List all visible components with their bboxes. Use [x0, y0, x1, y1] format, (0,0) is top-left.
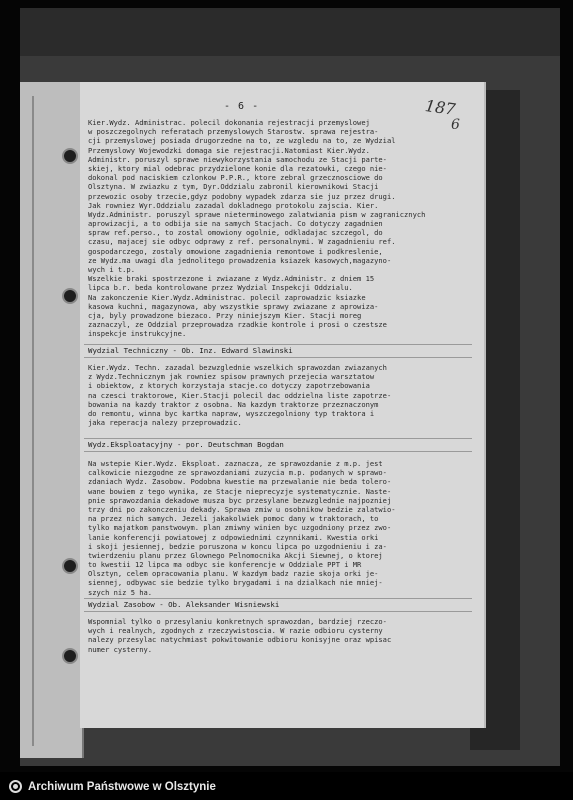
section-divider: [84, 357, 472, 358]
text-line: na czesci traktorowe, Kier.Stacji polecil dac oddzielna liste zapotrze-: [88, 390, 392, 400]
archive-folio-subnumber: 6: [451, 117, 460, 133]
text-line: ze Wydz.ma uwagi dla jednolitego prowadzenia ksiazek kasowych,magazyno-: [88, 255, 392, 265]
text-line: Wspomnial tylko o przesylaniu konkretnych sprawozdan, bardziej rzeczo-: [88, 617, 387, 626]
text-line: Olsztyn, celem opracowania planu. W kazdym badz razie skoja orki je-: [88, 569, 379, 579]
text-line: i obiektow, z ktorych korzystaja stacje.co dotyczy zapotrzebowania: [88, 381, 370, 391]
text-line: Kier.Wydz. Administrac. polecil dokonania rejestracji przemyslowej: [88, 118, 370, 127]
text-line: lanie konferencji powiatowej z odpowiednimi czynnikami. Kwestia orki: [88, 532, 379, 542]
binder-ring-hole: [62, 288, 78, 304]
intro-paragraph: [88, 118, 474, 339]
text-line: lipca b.r. beda kontrolowane przez Wydzial Inspekcji Oddzialu.: [88, 283, 353, 293]
resources-section-body: [88, 617, 474, 654]
binder-fold-line: [32, 96, 34, 746]
text-line: na przez nich samych. Jezeli jakakolwiek pomoc dany w traktorach, to: [88, 514, 379, 524]
binder-ring-hole: [62, 648, 78, 664]
text-line: tylko majatkom panstwowym. plan zmiwny winien byc uzgodniony przez zwo-: [88, 523, 392, 533]
text-line: nalezy przesylac natychmiast pokwitowanie odbioru konisyjne oraz wpisac: [88, 635, 392, 645]
technical-section-body: [88, 363, 474, 427]
text-line: Na wstepie Kier.Wydz. Eksploat. zaznacza, ze sprawozdanie z m.p. jest: [88, 459, 383, 468]
text-line: gospodarczego, zostaly omowione zagadnienia remontowe i podkreslenie,: [88, 246, 383, 256]
text-line: czasu, majacej sie odbyc odprawy z ref. personalnymi. W zagadnieniu ref.: [88, 237, 396, 247]
text-line: wych i realnych, zgodnych z rzeczywistoscia. W razie odbioru cysterny: [88, 626, 383, 636]
section-divider: [84, 451, 472, 452]
text-line: jaka reperacja nalezy przeprowadzic.: [88, 418, 242, 428]
text-line: kasowa kuchni, magazynowa, aby wszystkie sprawy zwiazane z aprowiza-: [88, 301, 379, 311]
text-line: calkowicie niezgodne ze sprawozdaniami zuzycia m.p. podanych w sprawo-: [88, 468, 387, 478]
archive-name-label: Archiwum Państwowe w Olsztynie: [28, 781, 216, 793]
archive-folio-number: 187: [423, 95, 457, 120]
resources-section-heading: Wydzial Zasobow - Ob. Aleksander Wisniewski: [88, 600, 280, 609]
text-line: wane bowiem z tego wynika, ze Stacje nieprecyzje systematycznie. Naste-: [88, 486, 392, 496]
archive-logo-icon: [9, 780, 22, 793]
exploitation-section-body: [88, 459, 474, 597]
text-line: Wszelkie braki spostrzezone i zwiazane z Wydz.Administr. z dniem 15: [88, 274, 375, 284]
text-line: z Wydz.Technicznym jak rowniez spisow prawnych przejecia warsztatow: [88, 372, 375, 382]
binder-ring-hole: [62, 148, 78, 164]
text-line: do remontu, winna byc kartka napraw, wyszczegolniony typ traktora i: [88, 408, 375, 418]
text-line: szych niz 5 ha.: [88, 587, 153, 597]
text-line: Jak rowniez Wyr.Oddzialu zazadal dokladnego protokolu zajscia. Kier.: [88, 200, 379, 210]
text-line: trzy dni po zakonczeniu dekady. Sprawa zmiw u osobnikow bedzie zalatwio-: [88, 504, 396, 514]
text-line: Administr. poruszyl sprawe niewykorzystania samochodu ze Stacji parte-: [88, 154, 387, 164]
text-line: przewozic osoby trzecie,gdyz podobny wypadek zdarza sie juz przez drugi.: [88, 191, 396, 201]
text-line: Wydz.Administr. poruszyl sprawe nieterminowego zalatwiania pism w zagranicznych: [88, 209, 426, 219]
text-line: pnie sprawozdania dekadowe musza byc przesylane bezwzglednie najpozniej: [88, 495, 392, 505]
text-line: w poszczegolnych referatach przemyslowych Starostw. sprawa rejestra-: [88, 127, 379, 137]
text-line: wych i t.p.: [88, 265, 135, 274]
text-line: Przemyslowy Wojewodzki domaga sie rejestracji.Natomiast Kier.Wydz.: [88, 145, 370, 155]
text-line: Olsztyna. W zwiazku z tym, Dyr.Oddzialu zabronil kierownikowi Stacji: [88, 182, 379, 192]
text-line: Na zakonczenie Kier.Wydz.Administrac. polecil zaprowadzic ksiazke: [88, 292, 366, 302]
text-line: inspekcje instrukcyjne.: [88, 329, 187, 339]
text-line: zaznaczyl, ze Oddzial przeprowadza rzadkie kontrole i prosi o czestsze: [88, 320, 387, 330]
text-line: twierdzeniu planu przez Glownego Pelnomocnika Akcji Siewnej, o ktorej: [88, 550, 383, 560]
section-divider: [84, 611, 472, 612]
text-line: to kwestii 12 lipca ma odbyc sie konferencje w Oddziale PPT i MR: [88, 560, 362, 570]
text-line: i skoji jesiennej, bedzie poruszona w koncu lipca po uzgodnieniu i za-: [88, 541, 387, 551]
section-divider: [84, 598, 472, 599]
page-number: - 6 -: [224, 101, 260, 112]
exploitation-section-heading: Wydz.Eksploatacyjny - por. Deutschman Bogdan: [88, 440, 284, 449]
text-line: zdaniach Wydz. Zasobow. Podobna kwestie ma przewalanie nie beda tolero-: [88, 477, 392, 487]
text-line: bowania na kazdy traktor z osobna. Na kazdym traktorze przeznaczonym: [88, 399, 379, 409]
section-divider: [84, 344, 472, 345]
text-line: siennej, odbywac sie bedzie tylko brygadami i na dzialkach nie mniej-: [88, 578, 383, 588]
technical-section-heading: Wydzial Techniczny - Ob. Inz. Edward Slawinski: [88, 346, 293, 355]
text-line: dokonal pod naciskiem czlonkow P.P.R., ktore zebral grzecznosciowe do: [88, 173, 383, 183]
text-line: spraw ref.perso., to zostal omowiony ogolnie, odkladajac szczegol, do: [88, 228, 383, 238]
text-line: aprowizacji, a to odbija sie na samych Stacjach. Co dotyczy zagadnien: [88, 219, 383, 229]
text-line: skiej, ktory mial odebrac przydzielone konie dla rezatowki, czego nie-: [88, 163, 387, 173]
section-divider: [84, 438, 472, 439]
text-line: cji przemyslowej posiada drugorzedne na to, ze wzgledu na to, ze Wydzial: [88, 136, 396, 146]
text-line: Kier.Wydz. Techn. zazadal bezwzglednie wszelkich sprawozdan zwiazanych: [88, 363, 387, 372]
binder-ring-hole: [62, 558, 78, 574]
text-line: cja, byly prowadzone biezaco. Przy niniejszym Kier. Stacji moreg: [88, 310, 362, 320]
text-line: numer cysterny.: [88, 644, 153, 654]
